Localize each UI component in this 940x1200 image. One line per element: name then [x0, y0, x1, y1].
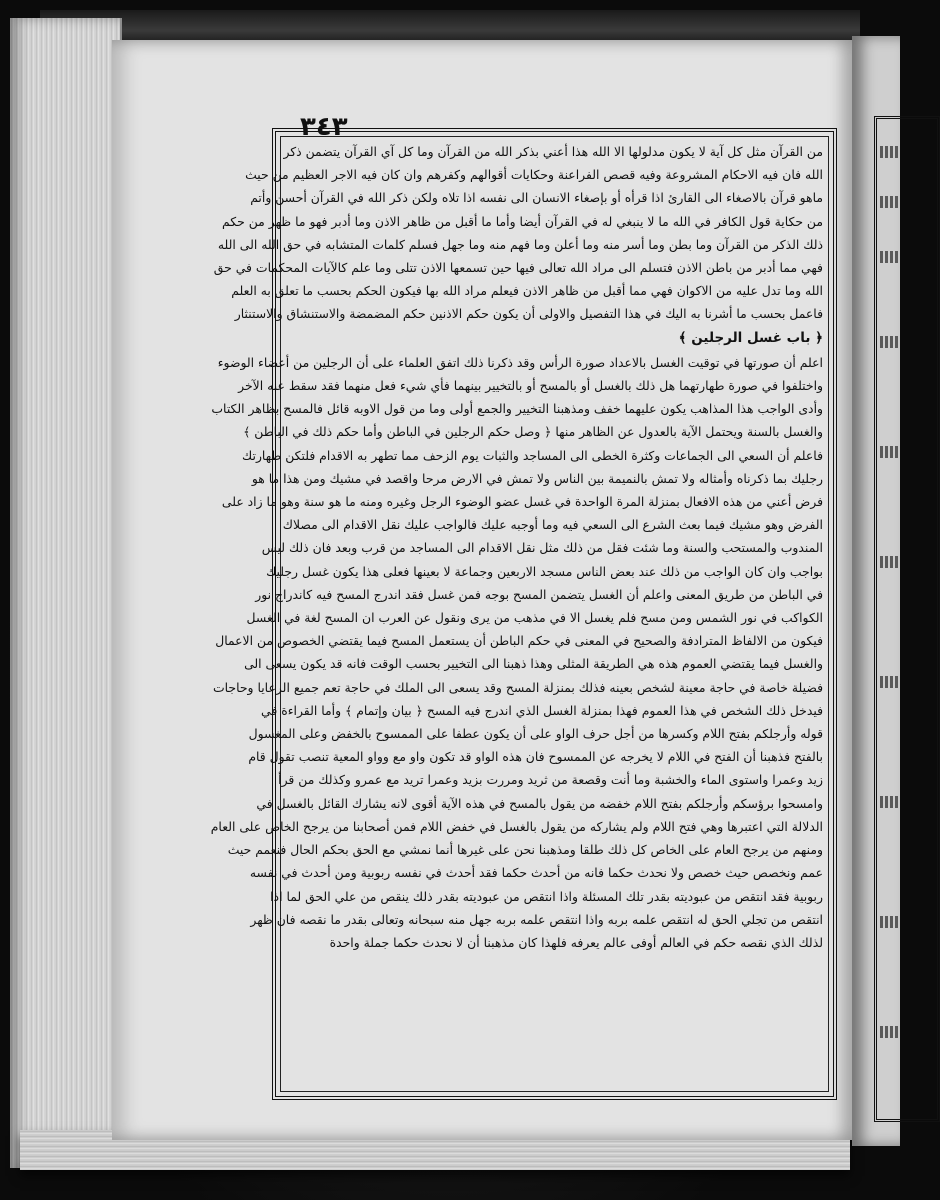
book-top-edge	[40, 10, 860, 44]
text-line: فيكون من الالفاظ المترادفة والصحيح في المعنى في حكم الباطن أن يستعمل المسح فيما يقتضي الخصوص من الاعمال	[215, 633, 823, 649]
text-line: الله وما تدل عليه من الاكوان فهي مما أقبل من ظاهر الاذن فيعلم مراد الله بها فيكون الحكم بحسب ما تعلق به العلم	[231, 283, 823, 299]
text-line: والغسل فيما يقتضي العموم هذه هي الطريقة المثلى وهذا ذهبنا الى التخيير بحسب الوقت فانه قد يكون يسعى الى	[244, 656, 823, 672]
facing-text-fragment	[880, 1026, 900, 1038]
book-page-edges-left	[10, 18, 122, 1168]
facing-text-fragment	[880, 146, 900, 158]
text-line: الكواكب في نور الشمس ومن مسح فلم يغسل الا في مذهب من يرى ونقول عن العرب ان المسح لغة في الغسل	[246, 610, 823, 626]
facing-text-fragment	[880, 196, 900, 208]
text-line: الله فان فيه الاحكام المشروعة وفيه قصص الفراعنة وحكايات أقوالهم وكفرهم وان كان فيه الاجر العظيم من حيث	[245, 167, 823, 183]
text-line: فاعمل بحسب ما أشرنا به اليك في هذا التفصيل والاولى أن يكون حكم الاذنين حكم المضمضة والاستنشاق والاستنثار	[234, 306, 823, 322]
text-line: من حكاية قول الكافر في الله ما لا ينبغي له في القرآن أيضا وأما ما أقبل من ظاهر الاذن وما أدبر فهو ما ظهر من حكم	[222, 213, 823, 229]
text-line: فضيلة خاصة في حاجة معينة لشخص بعينه فذلك بمنزلة المسح وقد يسعى الى الملك في حاجة تعم جميع الرعايا وحاجات	[212, 679, 823, 695]
facing-text-fragment	[880, 556, 900, 568]
facing-text-fragment	[880, 336, 900, 348]
text-line: ذلك الذكر من القرآن وما بطن وما أسر منه وما أعلن وما فهم منه وما جهل فسلم كلمات المتشابه في حق الله الى الله	[217, 236, 823, 252]
text-line: بالفتح فذهبنا أن الفتح في اللام لا يخرجه عن الممسوح فان هذه الواو قد تكون واو مع وواو المعية تنصب تقول قام	[248, 749, 823, 765]
text-block	[210, 140, 823, 1088]
text-line: بواجب وان كان الواجب من ذلك عند بعض الناس مسجد الاربعين وجماعة لا بعينها فعلى هذا يكون غسل رجليك	[266, 563, 823, 579]
facing-text-fragment	[880, 916, 900, 928]
text-line: الدلالة التي اعتبرها وهي فتح اللام ولم يشاركه من يقول بالغسل في خفض اللام فمن أصحابنا من يرجح الخاص على العام	[210, 818, 823, 834]
text-line: ربوبية فقد انتقص من عبوديته بقدر تلك المسئلة واذا انتقص من عبوديته بقدر ذلك ينقص من علي الحق لما اذا	[270, 888, 823, 904]
text-line: المندوب والمستحب والسنة وما شئت فقل من ذلك مثل نقل الاقدام الى المساجد من قرب وبعد فان ذلك ليس	[261, 540, 823, 556]
facing-text-fragment	[880, 796, 900, 808]
section-heading: ﴿ باب غسل الرجلين ﴾	[678, 329, 823, 346]
text-line: ومنهم من يرجح العام على الخاص كل ذلك طلقا ومذهبنا نحن على غيرها أنما نمشي مع الحق بحكم الحال فنعمم حيث	[227, 842, 823, 858]
text-line: عمم ونخصص حيث خصص ولا نحدث حكما فانه من أحدث حكما فقد أحدث في نفسه ربوبية ومن أحدث في نفسه	[249, 865, 823, 881]
text-line: واختلفوا في صورة طهارتهما هل ذلك بالغسل أو بالمسح أو بالتخيير بينهما فأي شيء فعل منهما فقد سقط عنه الآخر	[238, 378, 823, 394]
text-line: فيدخل ذلك الشخص في هذا العموم فهذا بمنزلة الغسل الذي اندرج فيه المسح ﴿ بيان وإتمام ﴾ وأما القراءة في	[261, 702, 823, 718]
text-line: والغسل بالسنة ويحتمل الآية بالعدول عن الظاهر منها ﴿ وصل حكم الرجلين في الباطن وأما حكم ذلك في الباطن ﴾	[243, 424, 823, 440]
text-line: من القرآن مثل كل آية لا يكون مدلولها الا الله هذا أعني بذكر الله من القرآن وما كل آي القرآن يتضمن ذكر	[283, 144, 823, 159]
facing-text-fragment	[880, 446, 900, 458]
page-number: ٣٤٣	[300, 112, 348, 142]
facing-page	[852, 36, 900, 1146]
text-line: وامسحوا برؤسكم وأرجلكم بفتح اللام خفضه من يقول بالمسح في هذه الآية أقوى لانه يشارك القائل بالغسل في	[256, 795, 823, 811]
text-line: لذلك الذي نقصه حكم في العالم أوفى عالم يعرفه فلهذا كان مذهبنا أن لا نحدث حكما جملة واحدة	[329, 934, 823, 950]
facing-page-frame	[874, 116, 940, 1122]
text-line: ماهو قرآن بالاصغاء الى القارئ اذا قرأه أو بإصغاء الانسان الى نفسه اذا تلاه ولكن ذكر الله في القرآن أحسن وأتم	[250, 190, 823, 206]
text-line: قوله وأرجلكم بفتح اللام وكسرها من أجل حرف الواو على أن يكون عطفا على الممسوح بالخفض وعلى المغسول	[248, 726, 823, 742]
text-line: وأدى الواجب هذا المذاهب يكون عليهما خفف ومذهبنا التخيير والجمع أولى وما من قول الاوبه قائل فالمسح بظاهر الكتاب	[211, 401, 823, 417]
text-line: زيد وعمرا واستوى الماء والخشبة وما أنت وقصعة من ثريد ومررت بزيد وعمرا ترید مع عمرو وكذلك من قرأ	[278, 772, 823, 788]
text-line: فهي مما أدبر من باطن الاذن فتسلم الى مراد الله تعالى فيها حين تسمعها الاذن تتلى وما علم كالآيات المحكمات في حق	[213, 260, 823, 276]
text-line: الفرض وهو مشيك فيما بعث الشرع الى السعي فيه وما أوجبه عليك فالواجب عليك نقل الاقدام الى مصلاك	[282, 517, 823, 533]
facing-text-fragment	[880, 676, 900, 688]
text-line: فاعلم أن السعي الى الجماعات وكثرة الخطى الى المساجد والثبات يوم الزحف مما تطهر به الاقدام فلتكن طهارتك	[242, 447, 823, 463]
text-line: فرض أعني من هذه الافعال بمنزلة المرة الواحدة في غسل عضو الوضوء الرجل وغيره ومنه ما هو سنة وهو ما زاد على	[221, 494, 823, 510]
text-line: في الباطن من طريق المعنى واعلم أن الغسل يتضمن المسح بوجه فمن غسل فقد اندرج المسح فيه كاندراج نور	[255, 586, 823, 602]
facing-text-fragment	[880, 251, 900, 263]
text-line: رجليك بما ذكرناه وأمثاله ولا تمش بالنميمة بين الناس ولا تمش في الارض مرحا واقصد في مشيك ومن هذا ما هو	[251, 470, 823, 486]
text-line: اعلم أن صورتها في توقيت الغسل بالاعداد صورة الرأس وقد ذكرنا ذلك اتفق العلماء على أن الرجلين من أعضاء الوضوء	[217, 354, 823, 370]
text-block-frame	[210, 128, 837, 1100]
text-line: انتقص من تجلي الحق له انتقص علمه بربه واذا انتقص علمه بربه جهل منه سبحانه وتعالى بقدر ما نقصه فان ظهر	[250, 911, 823, 927]
